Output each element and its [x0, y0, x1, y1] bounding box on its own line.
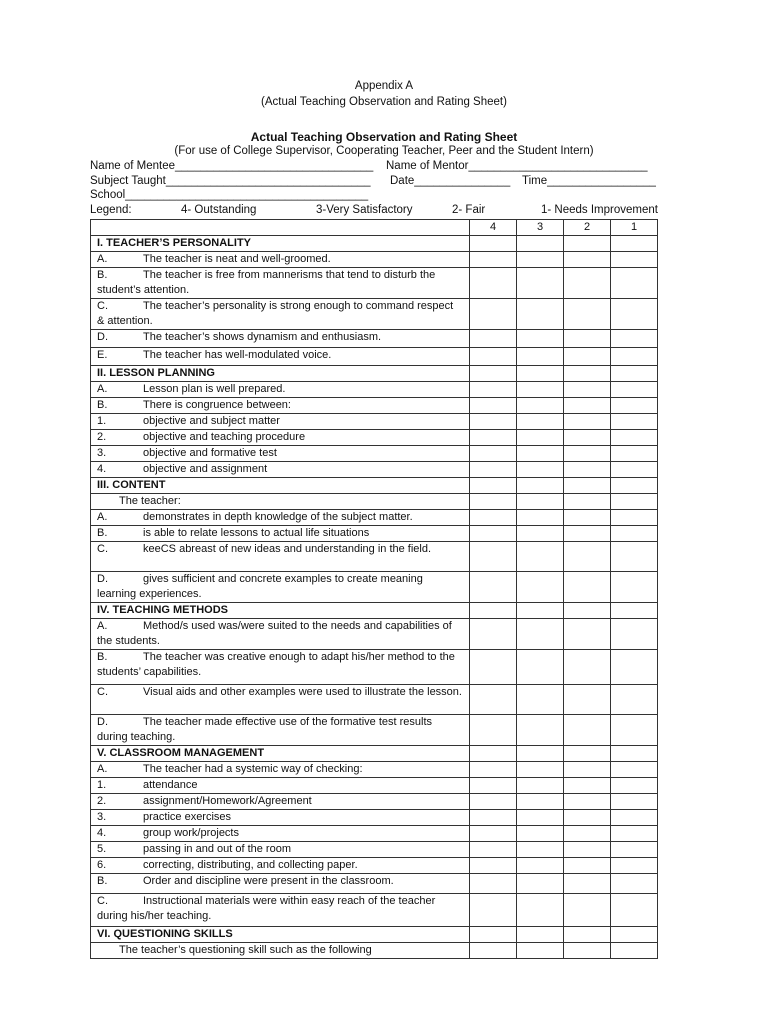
rating-cell-2[interactable] — [564, 299, 611, 330]
rating-cell-3[interactable] — [517, 510, 564, 526]
criterion-letter: 1. — [97, 779, 107, 791]
scale-header-3: 3 — [517, 220, 564, 236]
rating-cell-1[interactable] — [611, 382, 658, 398]
criterion-row — [91, 446, 658, 462]
rating-cell-1[interactable] — [611, 526, 658, 542]
rating-cell-1[interactable] — [611, 619, 658, 650]
criterion-text — [91, 619, 470, 650]
scale-header-2: 2 — [564, 220, 611, 236]
criterion-description: objective and teaching procedure — [143, 431, 306, 443]
criterion-row — [91, 943, 658, 959]
rating-cell-4[interactable] — [470, 685, 517, 715]
rating-cell-2[interactable] — [564, 348, 611, 366]
rating-cell-3[interactable] — [517, 778, 564, 794]
rating-cell-3[interactable] — [517, 268, 564, 299]
rating-cell-1[interactable] — [611, 414, 658, 430]
rating-cell-4[interactable] — [470, 715, 517, 746]
rating-cell-2[interactable] — [564, 715, 611, 746]
rating-cell-2[interactable] — [564, 778, 611, 794]
rating-cell-2[interactable] — [564, 478, 611, 494]
criterion-row — [91, 842, 658, 858]
section-row — [91, 927, 658, 943]
rating-cell-3[interactable] — [517, 927, 564, 943]
criterion-text — [91, 650, 470, 685]
rating-cell-4[interactable] — [470, 650, 517, 685]
subject-field: Subject Taught________________________________ — [90, 175, 371, 187]
criterion-letter: B. — [97, 875, 108, 887]
rating-cell-4[interactable] — [470, 414, 517, 430]
criterion-description: The teacher was creative enough to adapt his/her method to the students’ capabilities. — [97, 651, 455, 678]
rating-cell-2[interactable] — [564, 382, 611, 398]
rating-cell-2[interactable] — [564, 746, 611, 762]
criterion-text — [91, 542, 470, 572]
criterion-letter: 4. — [97, 463, 107, 475]
criterion-text — [91, 268, 470, 299]
rating-cell-2[interactable] — [564, 236, 611, 252]
rating-cell-4[interactable] — [470, 794, 517, 810]
rating-cell-4[interactable] — [470, 446, 517, 462]
rating-cell-2[interactable] — [564, 430, 611, 446]
rating-cell-2[interactable] — [564, 650, 611, 685]
criterion-text — [91, 398, 470, 414]
rating-cell-1[interactable] — [611, 510, 658, 526]
rating-cell-2[interactable] — [564, 510, 611, 526]
criterion-description: is able to relate lessons to actual life situations — [143, 527, 370, 539]
rating-cell-1[interactable] — [611, 478, 658, 494]
rating-cell-1[interactable] — [611, 858, 658, 874]
criterion-row — [91, 462, 658, 478]
rating-cell-1[interactable] — [611, 430, 658, 446]
rating-cell-4[interactable] — [470, 236, 517, 252]
section-title: I. TEACHER’S PERSONALITY — [91, 236, 470, 252]
criterion-description: demonstrates in depth knowledge of the subject matter. — [143, 511, 413, 523]
appendix-subtitle: (Actual Teaching Observation and Rating Sheet) — [261, 96, 507, 108]
criterion-letter: A. — [97, 763, 108, 775]
section-row — [91, 236, 658, 252]
rating-cell-1[interactable] — [611, 715, 658, 746]
criterion-row — [91, 348, 658, 366]
criterion-row — [91, 894, 658, 927]
criterion-description: objective and assignment — [143, 463, 268, 475]
criterion-text — [91, 778, 470, 794]
criterion-letter: 5. — [97, 843, 107, 855]
rating-cell-3[interactable] — [517, 858, 564, 874]
rating-cell-1[interactable] — [611, 366, 658, 382]
criterion-letter: B. — [97, 527, 108, 539]
criterion-letter: 1. — [97, 415, 107, 427]
criterion-letter: E. — [97, 349, 108, 361]
rating-cell-1[interactable] — [611, 603, 658, 619]
rating-cell-4[interactable] — [470, 526, 517, 542]
rating-cell-3[interactable] — [517, 252, 564, 268]
rating-cell-2[interactable] — [564, 446, 611, 462]
criterion-description: gives sufficient and concrete examples to create meaning learning experiences. — [97, 573, 423, 600]
rating-cell-3[interactable] — [517, 619, 564, 650]
rating-cell-2[interactable] — [564, 874, 611, 894]
rating-cell-1[interactable] — [611, 446, 658, 462]
criterion-description: objective and subject matter — [143, 415, 280, 427]
criterion-letter: D. — [97, 331, 108, 343]
rating-cell-3[interactable] — [517, 650, 564, 685]
rating-cell-2[interactable] — [564, 526, 611, 542]
rating-cell-4[interactable] — [470, 252, 517, 268]
rating-cell-3[interactable] — [517, 603, 564, 619]
rating-cell-2[interactable] — [564, 462, 611, 478]
criterion-letter: C. — [97, 895, 108, 907]
rating-cell-4[interactable] — [470, 778, 517, 794]
rating-cell-4[interactable] — [470, 874, 517, 894]
rating-cell-1[interactable] — [611, 842, 658, 858]
rating-cell-2[interactable] — [564, 927, 611, 943]
criterion-text — [91, 685, 470, 715]
rating-cell-3[interactable] — [517, 572, 564, 603]
rating-cell-4[interactable] — [470, 842, 517, 858]
criterion-row — [91, 494, 658, 510]
rating-cell-4[interactable] — [470, 299, 517, 330]
rating-cell-2[interactable] — [564, 414, 611, 430]
criterion-letter: B. — [97, 651, 108, 663]
criterion-letter: A. — [97, 620, 108, 632]
rating-cell-2[interactable] — [564, 619, 611, 650]
scale-header-4: 4 — [470, 220, 517, 236]
criterion-letter: D. — [97, 573, 108, 585]
rating-cell-2[interactable] — [564, 943, 611, 959]
rating-cell-1[interactable] — [611, 252, 658, 268]
rating-cell-3[interactable] — [517, 794, 564, 810]
rating-cell-1[interactable] — [611, 398, 658, 414]
rating-cell-2[interactable] — [564, 572, 611, 603]
criterion-row — [91, 572, 658, 603]
rating-cell-3[interactable] — [517, 299, 564, 330]
rating-cell-4[interactable] — [470, 398, 517, 414]
criterion-row — [91, 510, 658, 526]
criterion-row — [91, 810, 658, 826]
rating-cell-1[interactable] — [611, 794, 658, 810]
rating-cell-4[interactable] — [470, 858, 517, 874]
rating-cell-3[interactable] — [517, 430, 564, 446]
rating-cell-3[interactable] — [517, 236, 564, 252]
rating-cell-1[interactable] — [611, 874, 658, 894]
criterion-description: Visual aids and other examples were used to illustrate the lesson. — [143, 686, 462, 698]
criterion-description: The teacher is free from mannerisms that tend to disturb the student’s attention. — [97, 269, 436, 296]
rating-cell-1[interactable] — [611, 826, 658, 842]
rating-cell-4[interactable] — [470, 619, 517, 650]
criterion-description: Order and discipline were present in the classroom. — [143, 875, 394, 887]
rating-cell-3[interactable] — [517, 685, 564, 715]
rating-cell-4[interactable] — [470, 826, 517, 842]
scale-header-1: 1 — [611, 220, 658, 236]
rating-cell-2[interactable] — [564, 858, 611, 874]
legend-3: 3-Very Satisfactory — [316, 204, 413, 216]
date-field: Date_______________ — [390, 175, 511, 187]
rating-cell-1[interactable] — [611, 236, 658, 252]
criterion-text — [91, 826, 470, 842]
criterion-row — [91, 778, 658, 794]
criterion-row — [91, 414, 658, 430]
rating-cell-3[interactable] — [517, 348, 564, 366]
criterion-row — [91, 650, 658, 685]
rating-cell-4[interactable] — [470, 462, 517, 478]
rating-table — [90, 219, 658, 959]
criterion-letter: C. — [97, 300, 108, 312]
criterion-description: The teacher is neat and well-groomed. — [143, 253, 331, 265]
rating-cell-3[interactable] — [517, 874, 564, 894]
criterion-row — [91, 762, 658, 778]
criterion-text — [91, 810, 470, 826]
rating-cell-1[interactable] — [611, 746, 658, 762]
criterion-text — [91, 572, 470, 603]
criterion-letter: B. — [97, 269, 108, 281]
section-title: III. CONTENT — [91, 478, 470, 494]
criterion-row — [91, 382, 658, 398]
rating-cell-3[interactable] — [517, 842, 564, 858]
rating-cell-1[interactable] — [611, 348, 658, 366]
criterion-row — [91, 619, 658, 650]
rating-cell-2[interactable] — [564, 330, 611, 348]
rating-cell-1[interactable] — [611, 268, 658, 299]
criterion-text — [91, 382, 470, 398]
mentee-field: Name of Mentee_______________________________ — [90, 160, 374, 172]
rating-cell-2[interactable] — [564, 252, 611, 268]
criterion-row — [91, 252, 658, 268]
rating-cell-4[interactable] — [470, 510, 517, 526]
rating-cell-3[interactable] — [517, 366, 564, 382]
criterion-text — [91, 252, 470, 268]
criterion-letter: 2. — [97, 431, 107, 443]
criterion-row — [91, 299, 658, 330]
rating-cell-3[interactable] — [517, 826, 564, 842]
legend-1: 1- Needs Improvement — [541, 204, 658, 216]
rating-cell-4[interactable] — [470, 268, 517, 299]
rating-cell-1[interactable] — [611, 462, 658, 478]
rating-cell-4[interactable] — [470, 810, 517, 826]
criterion-row — [91, 268, 658, 299]
rating-cell-1[interactable] — [611, 927, 658, 943]
rating-cell-4[interactable] — [470, 943, 517, 959]
rating-cell-2[interactable] — [564, 542, 611, 572]
criterion-description: objective and formative test — [143, 447, 277, 459]
criterion-description: There is congruence between: — [143, 399, 291, 411]
criterion-letter: 6. — [97, 859, 107, 871]
criterion-description: assignment/Homework/Agreement — [143, 795, 312, 807]
rating-cell-4[interactable] — [470, 762, 517, 778]
rating-cell-1[interactable] — [611, 330, 658, 348]
criterion-text — [91, 794, 470, 810]
rating-cell-3[interactable] — [517, 943, 564, 959]
criterion-row — [91, 330, 658, 348]
criterion-text — [91, 842, 470, 858]
criterion-description: Lesson plan is well prepared. — [143, 383, 286, 395]
criterion-description: passing in and out of the room — [143, 843, 291, 855]
criterion-row — [91, 794, 658, 810]
criterion-text — [91, 874, 470, 894]
criterion-letter: D. — [97, 716, 108, 728]
criterion-row — [91, 858, 658, 874]
rating-cell-3[interactable] — [517, 810, 564, 826]
rating-cell-4[interactable] — [470, 382, 517, 398]
criterion-text — [91, 510, 470, 526]
legend-2: 2- Fair — [452, 204, 486, 216]
section-row — [91, 478, 658, 494]
criterion-text — [91, 715, 470, 746]
rating-cell-2[interactable] — [564, 762, 611, 778]
time-field: Time_________________ — [522, 175, 656, 187]
criterion-text: The teacher’s questioning skill such as the following — [91, 943, 470, 959]
criterion-description: practice exercises — [143, 811, 232, 823]
section-row — [91, 366, 658, 382]
rating-cell-2[interactable] — [564, 603, 611, 619]
criterion-description: attendance — [143, 779, 198, 791]
rating-cell-3[interactable] — [517, 715, 564, 746]
rating-cell-2[interactable] — [564, 794, 611, 810]
rating-cell-3[interactable] — [517, 414, 564, 430]
criterion-letter: 4. — [97, 827, 107, 839]
criterion-text — [91, 299, 470, 330]
section-title: IV. TEACHING METHODS — [91, 603, 470, 619]
criterion-text — [91, 430, 470, 446]
rating-cell-3[interactable] — [517, 382, 564, 398]
rating-cell-2[interactable] — [564, 398, 611, 414]
rating-cell-4[interactable] — [470, 542, 517, 572]
criterion-letter: 3. — [97, 447, 107, 459]
criterion-description: Method/s used was/were suited to the needs and capabilities of the students. — [97, 620, 452, 647]
section-title: V. CLASSROOM MANAGEMENT — [91, 746, 470, 762]
rating-cell-3[interactable] — [517, 462, 564, 478]
rating-cell-4[interactable] — [470, 366, 517, 382]
rating-cell-2[interactable] — [564, 268, 611, 299]
mentor-field: Name of Mentor____________________________ — [386, 160, 648, 172]
rating-cell-2[interactable] — [564, 366, 611, 382]
criterion-letter: 2. — [97, 795, 107, 807]
rating-cell-1[interactable] — [611, 894, 658, 927]
criterion-description: correcting, distributing, and collecting paper. — [143, 859, 358, 871]
rating-cell-4[interactable] — [470, 478, 517, 494]
criterion-text — [91, 894, 470, 927]
criterion-text — [91, 446, 470, 462]
criterion-letter: A. — [97, 253, 108, 265]
rating-cell-1[interactable] — [611, 494, 658, 510]
rating-cell-4[interactable] — [470, 603, 517, 619]
rating-cell-2[interactable] — [564, 826, 611, 842]
rating-cell-4[interactable] — [470, 746, 517, 762]
criterion-description: group work/projects — [143, 827, 239, 839]
criterion-row — [91, 874, 658, 894]
rating-cell-4[interactable] — [470, 348, 517, 366]
section-title: VI. QUESTIONING SKILLS — [91, 927, 470, 943]
rating-cell-3[interactable] — [517, 494, 564, 510]
rating-cell-3[interactable] — [517, 446, 564, 462]
criterion-row — [91, 398, 658, 414]
rating-cell-4[interactable] — [470, 894, 517, 927]
rating-cell-2[interactable] — [564, 894, 611, 927]
section-row — [91, 603, 658, 619]
rating-cell-1[interactable] — [611, 572, 658, 603]
criterion-description: The teacher had a systemic way of checking: — [143, 763, 363, 775]
rating-cell-3[interactable] — [517, 526, 564, 542]
criterion-text — [91, 348, 470, 366]
criterion-letter: A. — [97, 383, 108, 395]
criterion-text: The teacher: — [91, 494, 470, 510]
criterion-letter: A. — [97, 511, 108, 523]
rating-cell-3[interactable] — [517, 478, 564, 494]
criterion-row — [91, 685, 658, 715]
rating-cell-2[interactable] — [564, 685, 611, 715]
rating-cell-1[interactable] — [611, 810, 658, 826]
criterion-letter: C. — [97, 543, 108, 555]
rating-cell-1[interactable] — [611, 685, 658, 715]
rating-cell-3[interactable] — [517, 330, 564, 348]
rating-cell-3[interactable] — [517, 542, 564, 572]
legend-4: 4- Outstanding — [181, 204, 257, 216]
criterion-text — [91, 414, 470, 430]
criterion-row — [91, 715, 658, 746]
criterion-description: The teacher has well-modulated voice. — [143, 349, 332, 361]
rating-cell-3[interactable] — [517, 762, 564, 778]
rating-cell-1[interactable] — [611, 943, 658, 959]
criterion-text — [91, 330, 470, 348]
criterion-description: The teacher made effective use of the formative test results during teaching. — [97, 716, 432, 743]
rating-cell-3[interactable] — [517, 746, 564, 762]
rating-cell-1[interactable] — [611, 650, 658, 685]
criterion-row — [91, 430, 658, 446]
section-title: II. LESSON PLANNING — [91, 366, 470, 382]
criterion-text — [91, 462, 470, 478]
criterion-description: The teacher’s personality is strong enough to command respect & attention. — [97, 300, 454, 327]
scale-header-blank — [91, 220, 470, 236]
criterion-letter: 3. — [97, 811, 107, 823]
criterion-letter: C. — [97, 686, 108, 698]
school-field: School______________________________________ — [90, 189, 369, 201]
criterion-description: The teacher’s shows dynamism and enthusiasm. — [143, 331, 382, 343]
rating-cell-4[interactable] — [470, 494, 517, 510]
rating-cell-2[interactable] — [564, 842, 611, 858]
criterion-row — [91, 826, 658, 842]
scale-header-row — [91, 220, 658, 236]
appendix-label: Appendix A — [354, 80, 414, 92]
sheet-subtitle: (For use of College Supervisor, Cooperating Teacher, Peer and the Student Intern) — [174, 145, 594, 157]
rating-cell-3[interactable] — [517, 398, 564, 414]
rating-cell-3[interactable] — [517, 894, 564, 927]
criterion-letter: B. — [97, 399, 108, 411]
sheet-title: Actual Teaching Observation and Rating Sheet — [250, 130, 518, 144]
rating-cell-4[interactable] — [470, 430, 517, 446]
legend-label: Legend: — [90, 204, 132, 216]
criterion-row — [91, 542, 658, 572]
criterion-text — [91, 858, 470, 874]
section-row — [91, 746, 658, 762]
rating-cell-4[interactable] — [470, 572, 517, 603]
rating-cell-1[interactable] — [611, 778, 658, 794]
criterion-description: keeCS abreast of new ideas and understanding in the field. — [143, 543, 432, 555]
criterion-text — [91, 526, 470, 542]
rating-cell-1[interactable] — [611, 299, 658, 330]
rating-cell-4[interactable] — [470, 927, 517, 943]
criterion-text — [91, 762, 470, 778]
criterion-description: Instructional materials were within easy reach of the teacher during his/her teaching. — [97, 895, 436, 922]
rating-cell-1[interactable] — [611, 542, 658, 572]
rating-cell-1[interactable] — [611, 762, 658, 778]
rating-cell-4[interactable] — [470, 330, 517, 348]
criterion-row — [91, 526, 658, 542]
rating-cell-2[interactable] — [564, 494, 611, 510]
rating-cell-2[interactable] — [564, 810, 611, 826]
